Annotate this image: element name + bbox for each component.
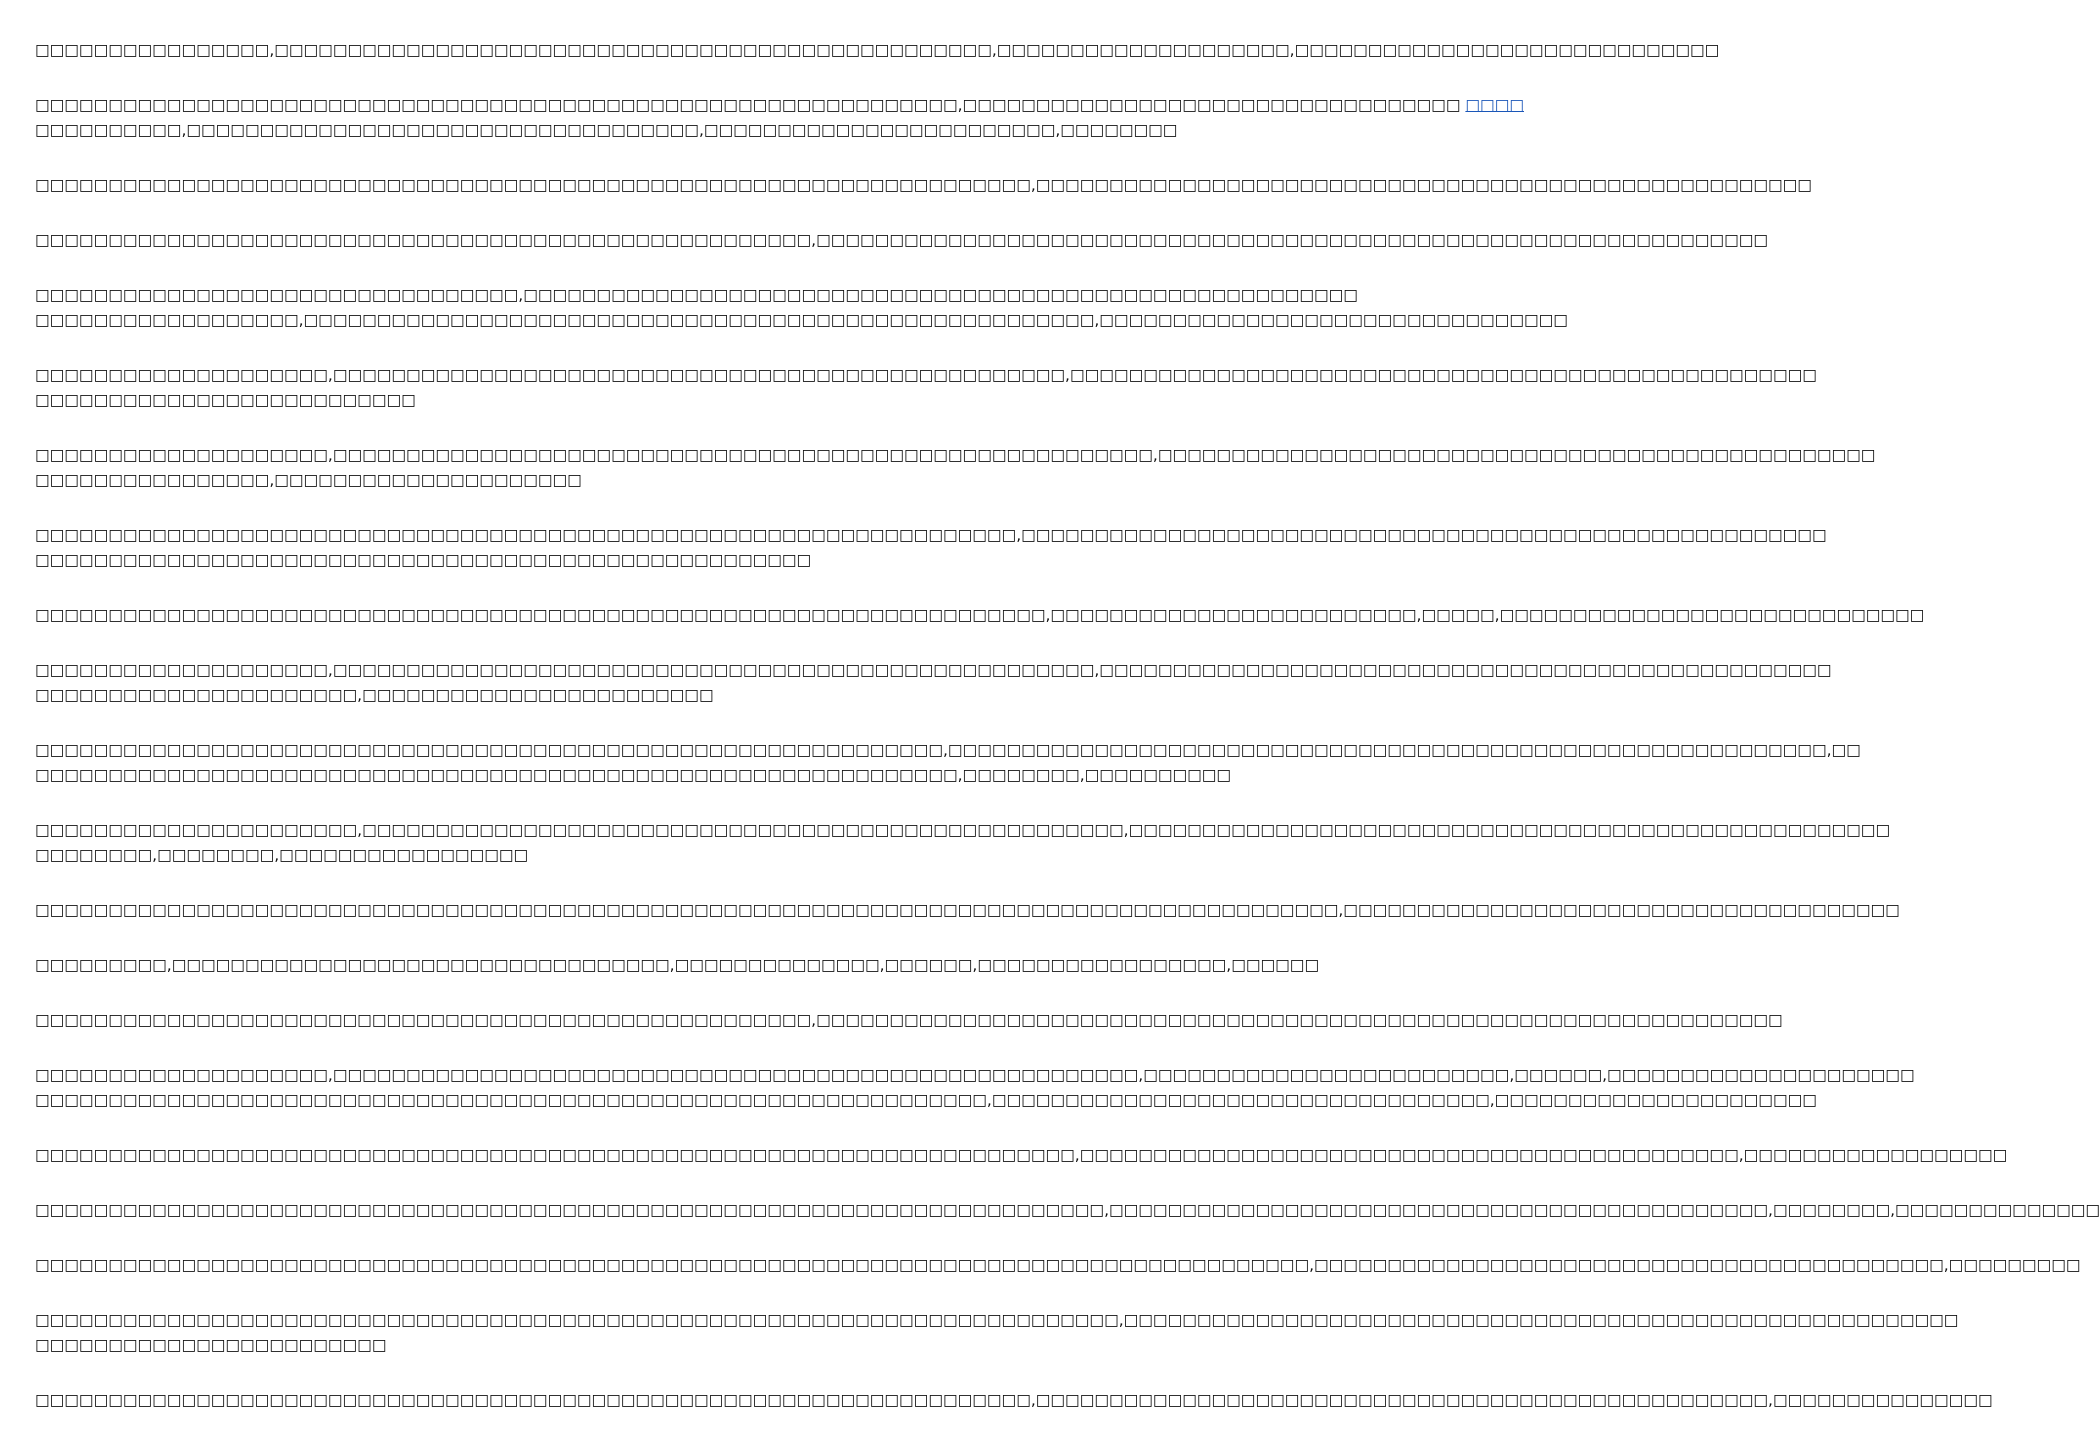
paragraph-line: □□□□□□□□□□□□□□□□,□□□□□□□□□□□□□□□□□□□□□□□□□□□□□□□□□□□□□□□□□□□□□□□□□,□□□□□□□□□□□□□□□□□□□□,□□□□□□□□□□□□□□□□□□□□□□□□□□□□□ <box>35 41 1720 59</box>
paragraph-line: □□□□□□□□□□□□□□□□□□□□□□,□□□□□□□□□□□□□□□□□□□□□□□□□□□□□□□□□□□□□□□□□□□□□□□□□□□□,□□□□□□□□□□□□□□□□□□□□□□□□□□□□□□□□□□□□□□□□□□□□□□□□□□□□ <box>35 821 1891 839</box>
paragraph-line: □□□□□□□□□□□□□□□□□□□□□□□□□□ <box>35 391 416 409</box>
paragraph-20 <box>35 1308 1959 1358</box>
paragraph-line <box>35 93 1524 118</box>
paragraph-17 <box>35 1143 2008 1168</box>
paragraph-21 <box>35 1388 1993 1413</box>
paragraph-line: □□□□□□□□□□□□□□□□□□□□□□□□□□□□□□□□□□□□□□□□□□□□□□□□□□□□□□□□□□□□□□□,□□□□□□□□,□□□□□□□□□□ <box>35 766 1232 784</box>
paragraph-line: □□□□□□□□□□□□□□□□□□□□□□□□□□□□□□□□□□□□□□□□□□□□□□□□□□□□□□□□□□□□□□□□□,□□□□□□□□□□□□□□□□□□□□□□□□□□□□□□□□□□,□□□□□□□□□□□□□□□□□□□□□□ <box>35 1091 1817 1109</box>
paragraph-6 <box>35 363 1817 413</box>
paragraph-line: □□□□□□□□□□□□□□□□□□□□□□□□□□□□□□□□□□□□□□□□□□□□□□□□□□□□□,□□□□□□□□□□□□□□□□□□□□□□□□□□□□□□□□□□□□□□□□□□□□□□□□□□□□□□□□□□□□□□□□□ <box>35 231 1769 249</box>
paragraph-15 <box>35 1008 1783 1033</box>
paragraph-line: □□□□□□□□□,□□□□□□□□□□□□□□□□□□□□□□□□□□□□□□□□□□,□□□□□□□□□□□□□□,□□□□□□,□□□□□□□□□□□□□□□□□,□□□□□□ <box>35 956 1320 974</box>
paragraph-line: □□□□□□□□□□□□□□□□□□□□□□□□□□□□□□□□□□□□□□□□□□□□□□□□□□□□□□□□□□□□□□□□□□□□,□□□□□□□□□□□□□□□□□□□□□□□□□□□□□□□□□□□□□□□□□□□□□□□□□□,□□□□□□□□□□□□□□□ <box>35 1391 1993 1409</box>
paragraph-line: □□□□□□□□□□□□□□□□□□□□□□□□□□□□□□□□□□□□□□□□□□□□□□□□□□□□□□□□□□□□□□□□□□□□□□□□□□□□□□□□□□□□□□□,□□□□□□□□□□□□□□□□□□□□□□□□□□□□□□□□□□□□□□□□□□□,□□□□□□□□□ <box>35 1256 2081 1274</box>
paragraph-4 <box>35 228 1769 253</box>
paragraph-line: □□□□□□□□□□□□□□□□□□□□□□□□□□□□□□□□□□□□□□□□□□□□□□□□□□□□□□□□□□□□□□,□□□□□□□□□□□□□□□□□□□□□□□□□□□□□□□□□□□□□□□□□□□□□□□□□□□□□□□□□□□□,□□ <box>35 741 1861 759</box>
paragraph-16 <box>35 1063 1915 1113</box>
paragraph-line: □□□□□□□□□□□□□□□□□□□□□□□□□□□□□□□□□□□□□□□□□□□□□□□□□□□□□ <box>35 551 812 569</box>
paragraph-line: □□□□□□□□□□□□□□□□□□□□□□□□□□□□□□□□□□□□□□□□□□□□□□□□□□□□□□□□□□□□□□□□□□□□□□□□□□□□□□□□□□□□□□□□□,□□□□□□□□□□□□□□□□□□□□□□□□□□□□□□□□□□□□□□ <box>35 901 1900 919</box>
paragraph-line: □□□□□□□□□□,□□□□□□□□□□□□□□□□□□□□□□□□□□□□□□□□□□□,□□□□□□□□□□□□□□□□□□□□□□□□,□□□□□□□□ <box>35 121 1178 139</box>
inline-link[interactable]: □□□□ <box>1465 96 1524 114</box>
paragraph-line-text: □□□□□□□□□□□□□□□□□□□□□□□□□□□□□□□□□□□□□□□□□□□□□□□□□□□□□□□□□□□□□□□,□□□□□□□□□□□□□□□□□□□□□□□□□□□□□□□□□□ <box>35 96 1466 114</box>
paragraph-line: □□□□□□□□□□□□□□□□□□□□,□□□□□□□□□□□□□□□□□□□□□□□□□□□□□□□□□□□□□□□□□□□□□□□□□□,□□□□□□□□□□□□□□□□□□□□□□□□□□□□□□□□□□□□□□□□□□□□□□□□□□□ <box>35 366 1817 384</box>
paragraph-line: □□□□□□□□□□□□□□□□□□□□,□□□□□□□□□□□□□□□□□□□□□□□□□□□□□□□□□□□□□□□□□□□□□□□□□□□□,□□□□□□□□□□□□□□□□□□□□□□□□□□□□□□□□□□□□□□□□□□□□□□□□□□ <box>35 661 1832 679</box>
paragraph-7 <box>35 443 1876 493</box>
paragraph-12 <box>35 818 1891 868</box>
paragraph-line: □□□□□□□□□□□□□□□□□□□□□□□□ <box>35 1336 387 1354</box>
paragraph-line: □□□□□□□□□□□□□□□□□□□□□□,□□□□□□□□□□□□□□□□□□□□□□□□ <box>35 686 714 704</box>
paragraph-9 <box>35 603 1925 628</box>
paragraph-line: □□□□□□□□□□□□□□□□□□□□□□□□□□□□□□□□□□□□□□□□□□□□□□□□□□□□□□□□□□□□□□□□□□□□□□□,□□□□□□□□□□□□□□□□□□□□□□□□□□□□□□□□□□□□□□□□□□□□□,□□□□□□□□□□□□□□□□□□ <box>35 1146 2008 1164</box>
paragraph-line: □□□□□□□□□□□□□□□□□□□□□□□□□□□□□□□□□,□□□□□□□□□□□□□□□□□□□□□□□□□□□□□□□□□□□□□□□□□□□□□□□□□□□□□□□□□ <box>35 286 1358 304</box>
paragraph-line: □□□□□□□□□□□□□□□□□□□□□□□□□□□□□□□□□□□□□□□□□□□□□□□□□□□□□□□□□□□□□□□□□□□□□□□□□,□□□□□□□□□□□□□□□□□□□□□□□□□□□□□□□□□□□□□□□□□□□□□,□□□□□□□□,□□□□□□□□□□□□□□ <box>35 1201 2100 1219</box>
paragraph-line: □□□□□□□□,□□□□□□□□,□□□□□□□□□□□□□□□□□ <box>35 846 529 864</box>
paragraph-line: □□□□□□□□□□□□□□□□□□□□,□□□□□□□□□□□□□□□□□□□□□□□□□□□□□□□□□□□□□□□□□□□□□□□□□□□□□□□,□□□□□□□□□□□□□□□□□□□□□□□□□,□□□□□□,□□□□□□□□□□□□□□□□□□□□□ <box>35 1066 1915 1084</box>
paragraph-2 <box>35 93 1524 143</box>
paragraph-11 <box>35 738 1861 788</box>
paragraph-14 <box>35 953 1320 978</box>
document-body <box>35 38 2100 1443</box>
paragraph-5 <box>35 283 1568 333</box>
paragraph-line: □□□□□□□□□□□□□□□□□□□□□□□□□□□□□□□□□□□□□□□□□□□□□□□□□□□□□□□□□□□□□□□□□□□□□□□□□□,□□□□□□□□□□□□□□□□□□□□□□□□□□□□□□□□□□□□□□□□□□□□□□□□□□□□□□□□□ <box>35 1311 1959 1329</box>
paragraph-line: □□□□□□□□□□□□□□□□□□,□□□□□□□□□□□□□□□□□□□□□□□□□□□□□□□□□□□□□□□□□□□□□□□□□□□□□□,□□□□□□□□□□□□□□□□□□□□□□□□□□□□□□□□ <box>35 311 1568 329</box>
paragraph-13 <box>35 898 1900 923</box>
paragraph-line: □□□□□□□□□□□□□□□□,□□□□□□□□□□□□□□□□□□□□□ <box>35 471 582 489</box>
paragraph-10 <box>35 658 1832 708</box>
paragraph-line: □□□□□□□□□□□□□□□□□□□□□□□□□□□□□□□□□□□□□□□□□□□□□□□□□□□□□,□□□□□□□□□□□□□□□□□□□□□□□□□□□□□□□□□□□□□□□□□□□□□□□□□□□□□□□□□□□□□□□□□□ <box>35 1011 1783 1029</box>
paragraph-18 <box>35 1198 2100 1223</box>
paragraph-8 <box>35 523 1827 573</box>
paragraph-1 <box>35 38 1720 63</box>
paragraph-line: □□□□□□□□□□□□□□□□□□□□□□□□□□□□□□□□□□□□□□□□□□□□□□□□□□□□□□□□□□□□□□□□□□□,□□□□□□□□□□□□□□□□□□□□□□□□□□□□□□□□□□□□□□□□□□□□□□□□□□□□□□□ <box>35 526 1827 544</box>
paragraph-line: □□□□□□□□□□□□□□□□□□□□□□□□□□□□□□□□□□□□□□□□□□□□□□□□□□□□□□□□□□□□□□□□□□□□□,□□□□□□□□□□□□□□□□□□□□□□□□□,□□□□□,□□□□□□□□□□□□□□□□□□□□□□□□□□□□□ <box>35 606 1925 624</box>
paragraph-line: □□□□□□□□□□□□□□□□□□□□,□□□□□□□□□□□□□□□□□□□□□□□□□□□□□□□□□□□□□□□□□□□□□□□□□□□□□□□□,□□□□□□□□□□□□□□□□□□□□□□□□□□□□□□□□□□□□□□□□□□□□□□□□□ <box>35 446 1876 464</box>
paragraph-19 <box>35 1253 2081 1278</box>
paragraph-3 <box>35 173 1812 198</box>
paragraph-line: □□□□□□□□□□□□□□□□□□□□□□□□□□□□□□□□□□□□□□□□□□□□□□□□□□□□□□□□□□□□□□□□□□□□,□□□□□□□□□□□□□□□□□□□□□□□□□□□□□□□□□□□□□□□□□□□□□□□□□□□□□ <box>35 176 1812 194</box>
